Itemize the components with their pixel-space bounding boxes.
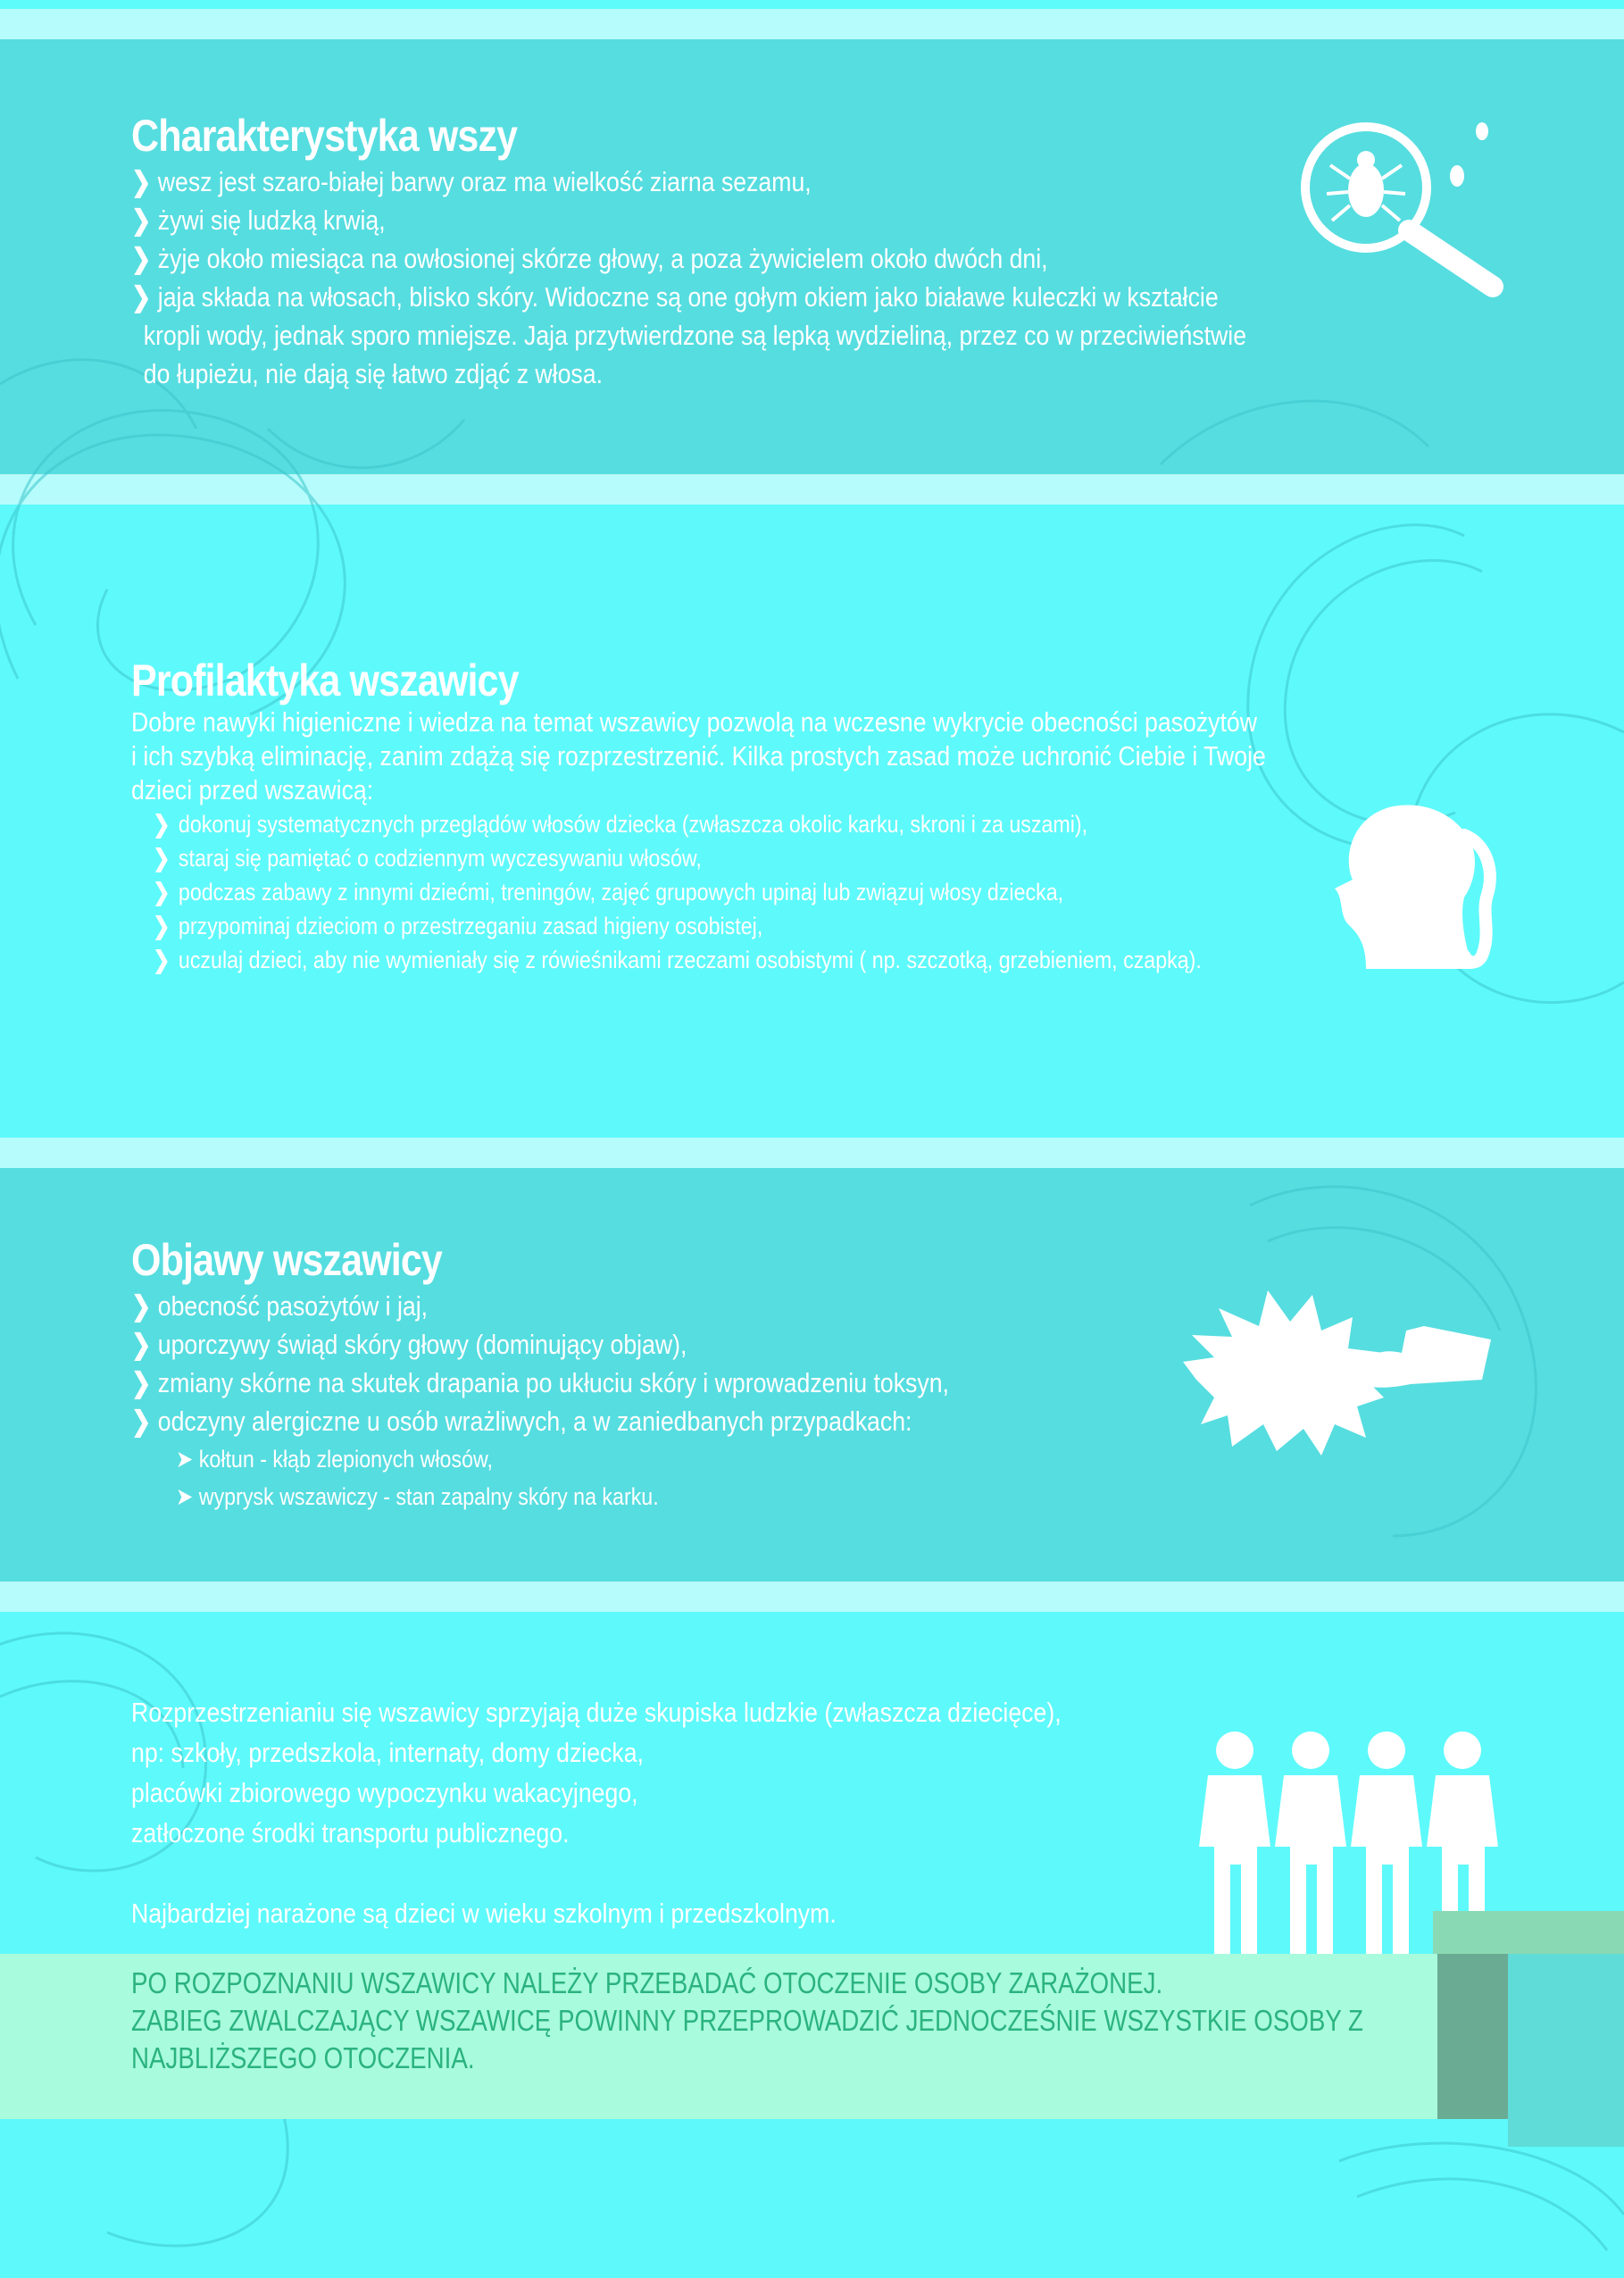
list-item	[131, 239, 1246, 278]
sub-list-item	[176, 1440, 949, 1478]
ribbon-side	[1433, 1954, 1508, 2119]
list-item	[131, 1325, 949, 1364]
section-title: Objawy wszawicy	[131, 1235, 442, 1285]
section-symptoms	[131, 1235, 1082, 1515]
ribbon-cap	[1433, 1911, 1624, 1954]
arrow-right-icon: ➤	[175, 1483, 194, 1510]
list-item-continuation: do łupieżu, nie dają się łatwo zdjąć z włosa.	[143, 358, 603, 389]
chevron-right-icon: ❯	[131, 1367, 152, 1398]
warning-text	[131, 1965, 1363, 2077]
risk-note: Najbardziej narażone są dzieci w wieku szkolnym i przedszkolnym.	[131, 1898, 837, 1929]
list-item-text: uporczywy świąd skóry głowy (dominujący objaw),	[157, 1329, 687, 1360]
list-item	[131, 278, 1246, 316]
list-item-text: obecność pasożytów i jaj,	[157, 1290, 429, 1322]
chevron-right-icon: ❯	[131, 1290, 152, 1322]
chevron-right-icon: ❯	[153, 947, 171, 973]
list-item	[131, 163, 1246, 201]
warning-line: PO ROZPOZNANIU WSZAWICY NALEŻY PRZEBADAĆ OTOCZENIE OSOBY ZARAŻONEJ.	[131, 1966, 1163, 1999]
warning-line: ZABIEG ZWALCZAJĄCY WSZAWICĘ POWINNY PRZEPROWADZIĆ JEDNOCZEŚNIE WSZYSTKIE OSOBY Z	[131, 2004, 1363, 2037]
list-item	[131, 1364, 949, 1402]
list-item	[131, 1287, 949, 1325]
section-characteristics	[131, 111, 1428, 393]
chevron-right-icon: ❯	[153, 913, 171, 939]
list-item	[153, 807, 1266, 841]
bullet-list	[131, 807, 1266, 977]
intro-line: Dobre nawyki higieniczne i wiedza na temat wszawicy pozwolą na wczesne wykrycie obecności pasożytów	[131, 706, 1258, 738]
scratching-head-icon	[1178, 1281, 1500, 1460]
magnifier-louse-icon	[1295, 112, 1509, 299]
chevron-right-icon: ❯	[131, 281, 152, 313]
chevron-right-icon: ❯	[153, 879, 171, 905]
arrow-right-icon: ➤	[175, 1446, 194, 1473]
list-item-text: dokonuj systematycznych przeglądów włosów dziecka (zwłaszcza okolic karku, skroni i za uszami),	[178, 811, 1088, 838]
chevron-right-icon: ❯	[131, 1406, 152, 1437]
warning-line: NAJBLIŻSZEGO OTOCZENIA.	[131, 2041, 475, 2074]
list-item-text: przypominaj dzieciom o przestrzeganiu zasad higieny osobistej,	[178, 913, 763, 939]
list-item-text: żyje około miesiąca na owłosionej skórze głowy, a poza żywicielem około dwóch dni,	[157, 243, 1048, 274]
list-item-text: uczulaj dzieci, aby nie wymieniały się z rówieśnikami rzeczami osobistymi ( np. szczotką, grzebieniem, czapką).	[178, 947, 1202, 973]
section-spread	[131, 1692, 1062, 1933]
sub-list-item	[176, 1478, 949, 1515]
chevron-right-icon: ❯	[131, 166, 152, 197]
section-prevention	[131, 655, 1451, 977]
list-item-text: jaja składa na włosach, blisko skóry. Widoczne są one gołym okiem jako białawe kuleczki w kształcie	[157, 281, 1219, 313]
sub-list-item-text: wyprysk wszawiczy - stan zapalny skóry na karku.	[198, 1483, 659, 1510]
list-item	[153, 841, 1266, 875]
intro-paragraph	[131, 705, 1266, 807]
list-item	[153, 875, 1266, 909]
list-item	[131, 201, 1246, 239]
list-item	[153, 943, 1266, 977]
section-title: Profilaktyka wszawicy	[131, 655, 519, 705]
spread-line: zatłoczone środki transportu publicznego.	[131, 1817, 570, 1848]
bullet-list	[131, 163, 1246, 393]
list-item-text: wesz jest szaro-białej barwy oraz ma wielkość ziarna sezamu,	[157, 166, 812, 197]
list-item-text: odczyny alergiczne u osób wrażliwych, a w zaniedbanych przypadkach:	[157, 1406, 912, 1437]
ribbon-fold	[1508, 1954, 1624, 2147]
list-item-text: zmiany skórne na skutek drapania po ukłuciu skóry i wprowadzeniu toksyn,	[157, 1367, 949, 1398]
bullet-list	[131, 1287, 949, 1440]
list-item-text: żywi się ludzką krwią,	[157, 204, 386, 236]
spread-line: placówki zbiorowego wypoczynku wakacyjnego,	[131, 1777, 638, 1808]
chevron-right-icon: ❯	[131, 1329, 152, 1360]
section-title: Charakterystyka wszy	[131, 111, 518, 161]
chevron-right-icon: ❯	[131, 243, 152, 274]
spread-line: np: szkoły, przedszkola, internaty, domy dziecka,	[131, 1737, 644, 1768]
list-item-continuation: kropli wody, jednak sporo mniejsze. Jaja przytwierdzone są lepką wydzieliną, przez co w przeciwieństwie	[143, 320, 1247, 351]
sub-list-item-text: kołtun - kłąb zlepionych włosów,	[198, 1446, 493, 1473]
list-item	[131, 1402, 949, 1440]
chevron-right-icon: ❯	[153, 811, 171, 838]
list-item	[153, 909, 1266, 943]
spread-line: Rozprzestrzenianiu się wszawicy sprzyjają duże skupiska ludzkie (zwłaszcza dziecięce),	[131, 1697, 1062, 1728]
intro-line: dzieci przed wszawicą:	[131, 774, 374, 805]
chevron-right-icon: ❯	[153, 845, 171, 872]
chevron-right-icon: ❯	[131, 204, 152, 236]
list-item-text: staraj się pamiętać o codziennym wyczesywaniu włosów,	[178, 845, 702, 872]
girl-profile-icon	[1330, 799, 1509, 973]
list-item-text: podczas zabawy z innymi dziećmi, treningów, zajęć grupowych upinaj lub związuj włosy dziecka,	[178, 879, 1064, 905]
sub-bullet-list	[131, 1440, 949, 1515]
intro-line: i ich szybką eliminację, zanim zdążą się rozprzestrzenić. Kilka prostych zasad może uchronić Ciebie i Twoje	[131, 740, 1266, 772]
